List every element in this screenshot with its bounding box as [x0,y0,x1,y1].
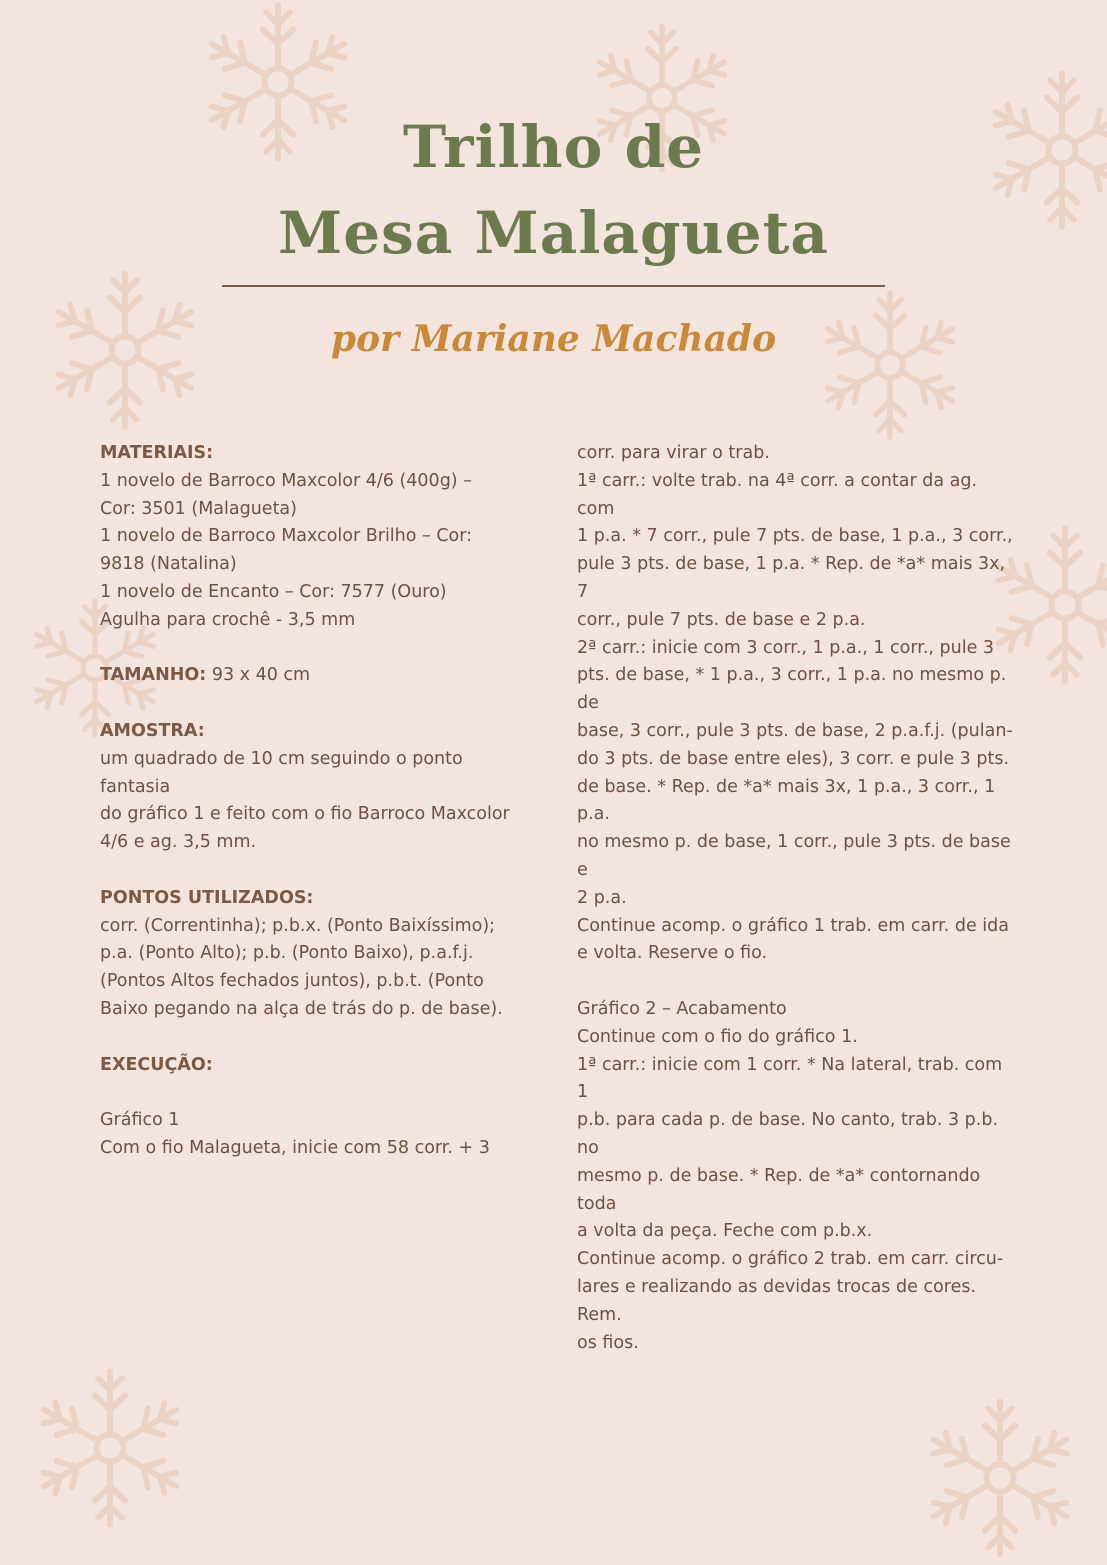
materiais-line: Agulha para crochê - 3,5 mm [100,609,356,630]
spacer [577,968,1017,996]
amostra-line: 4/6 e ag. 3,5 mm. [100,832,257,853]
instruction-line: os fios. [577,1332,639,1353]
pontos-line: p.a. (Ponto Alto); p.b. (Ponto Baixo), p.a.f.j. [100,943,474,964]
materiais-line: 1 novelo de Barroco Maxcolor Brilho – Cor: [100,526,473,547]
materiais-line: 1 novelo de Encanto – Cor: 7577 (Ouro) [100,581,447,602]
instruction-line: 2ª carr.: inicie com 3 corr., 1 p.a., 1 corr., pule 3 [577,637,995,658]
instruction-line: de base. * Rep. de *a* mais 3x, 1 p.a., 3 corr., 1 p.a. [577,776,996,825]
instruction-line: e volta. Reserve o fio. [577,943,768,964]
instruction-line: base, 3 corr., pule 3 pts. de base, 2 p.a.f.j. (pulan- [577,720,1013,741]
pontos-line: Baixo pegando na alça de trás do p. de base). [100,998,503,1019]
instruction-line: a volta da peça. Feche com p.b.x. [577,1221,873,1242]
instruction-line: lares e realizando as devidas trocas de cores. Rem. [577,1276,977,1325]
pontos-line: corr. (Correntinha); p.b.x. (Ponto Baixíssimo); [100,915,496,936]
spacer [100,690,530,718]
instruction-line: Continue com o fio do gráfico 1. [577,1026,858,1047]
tamanho-row [100,662,530,690]
tamanho-value: 93 x 40 cm [206,665,311,686]
left-column [100,440,530,1163]
pontos-line: (Pontos Altos fechados juntos), p.b.t. (Ponto [100,971,484,992]
instruction-line: 1 p.a. * 7 corr., pule 7 pts. de base, 1 p.a., 3 corr., [577,526,1013,547]
materiais-line: Cor: 3501 (Malagueta) [100,498,297,519]
instruction-line: Gráfico 2 – Acabamento [577,998,787,1019]
instruction-line: Continue acomp. o gráfico 2 trab. em carr. circu- [577,1249,1004,1270]
amostra-line: do gráfico 1 e feito com o fio Barroco Maxcolor [100,804,510,825]
instruction-line: corr. para virar o trab. [577,443,770,463]
instruction-line: p.b. para cada p. de base. No canto, trab. 3 p.b. no [577,1110,999,1158]
execucao-line: Com o fio Malagueta, inicie com 58 corr. + 3 [100,1137,490,1158]
materiais-line: 9818 (Natalina) [100,554,237,575]
instruction-line: Continue acomp. o gráfico 1 trab. em carr. de ida [577,915,1009,936]
snowflake-decoration [926,1402,1074,1555]
tamanho-heading: TAMANHO: [100,665,207,686]
instruction-line: do 3 pts. de base entre eles), 3 corr. e pule 3 pts. [577,748,1010,769]
instruction-line: pts. de base, * 1 p.a., 3 corr., 1 p.a. no mesmo p. de [577,665,1007,714]
materiais-heading: MATERIAIS: [100,443,214,463]
spacer [100,1024,530,1052]
right-column [577,440,1017,1357]
instruction-line: 1ª carr.: volte trab. na 4ª corr. a contar da ag. com [577,470,978,519]
pontos-heading: PONTOS UTILIZADOS: [100,887,314,908]
execucao-heading: EXECUÇÃO: [100,1054,213,1075]
instruction-line: corr., pule 7 pts. de base e 2 p.a. [577,609,866,630]
instruction-line: mesmo p. de base. * Rep. de *a* contornando toda [577,1165,981,1214]
snowflake-decoration [36,1372,184,1525]
spacer [100,635,530,663]
instruction-line: 1ª carr.: inicie com 1 corr. * Na lateral, trab. com 1 [577,1054,1003,1103]
title-divider [222,285,885,287]
title-line-2: Mesa Malagueta [278,199,829,267]
materiais-line: 1 novelo de Barroco Maxcolor 4/6 (400g) – [100,470,472,491]
instruction-line: no mesmo p. de base, 1 corr., pule 3 pts. de base e [577,832,1011,880]
spacer [100,857,530,885]
amostra-heading: AMOSTRA: [100,720,205,741]
instruction-line: pule 3 pts. de base, 1 p.a. * Rep. de *a* mais 3x, 7 [577,554,1006,602]
page-title [0,104,1107,276]
author-byline: por Mariane Machado [330,318,777,360]
execucao-line: Gráfico 1 [100,1110,180,1131]
amostra-line: um quadrado de 10 cm seguindo o ponto fantasia [100,748,463,797]
spacer [100,1079,530,1107]
title-line-1: Trilho de [402,113,705,181]
instruction-line: 2 p.a. [577,887,627,908]
